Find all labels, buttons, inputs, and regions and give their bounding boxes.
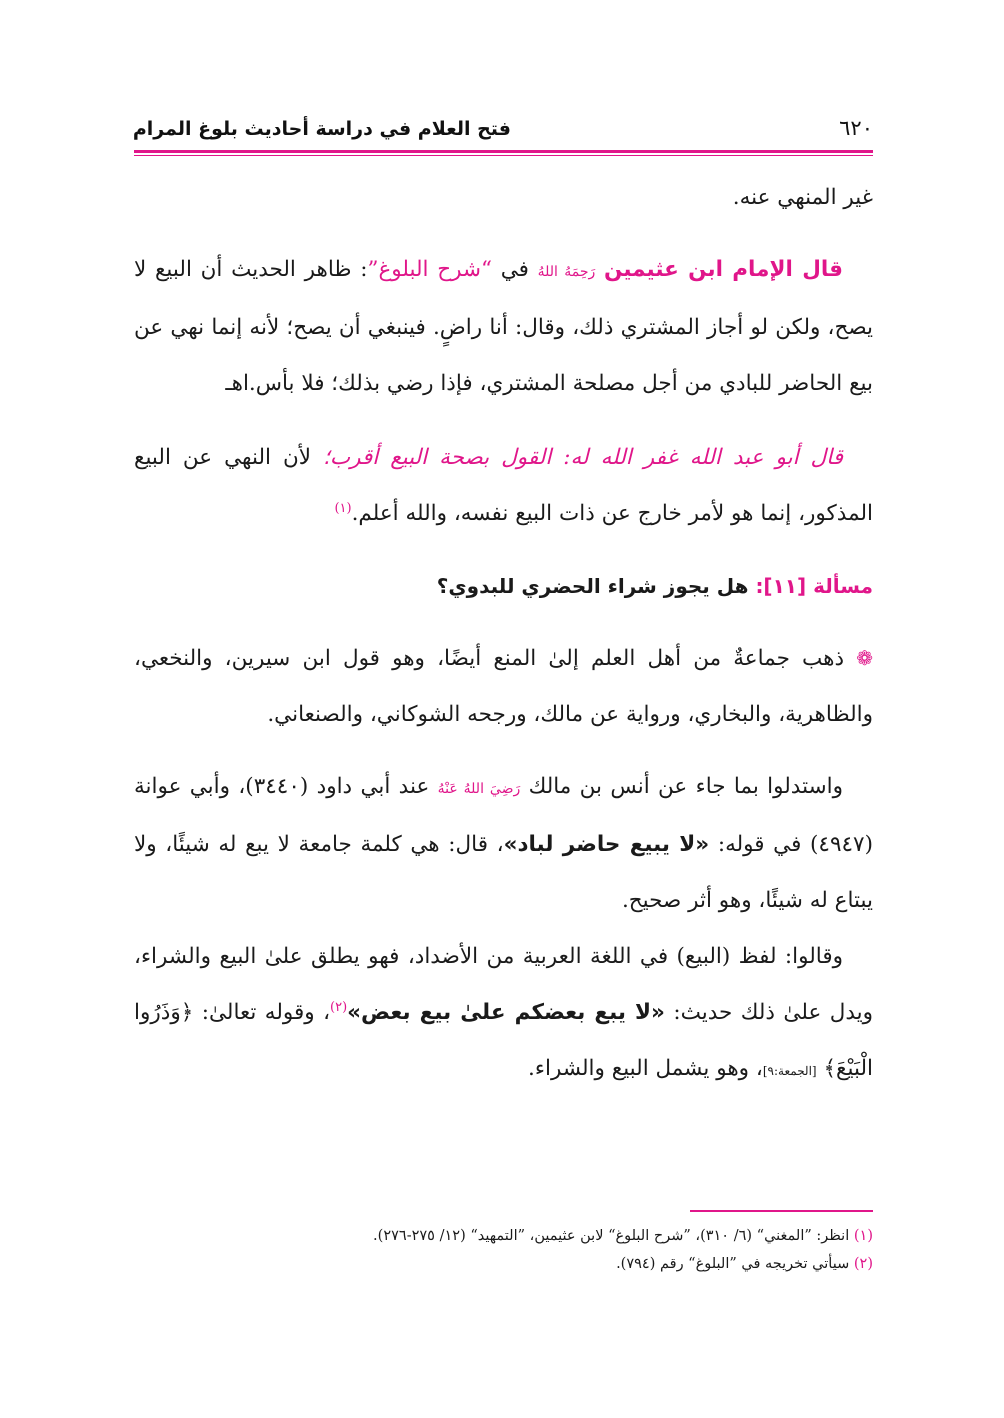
footnote-number-1: (١) [853, 1228, 873, 1244]
page-number: ٦٢٠ [839, 116, 873, 140]
footnote-ref-1[interactable]: (١) [334, 500, 352, 516]
lexical-text-1: وقالوا: لفظ (البيع) في اللغة العربية من الأضداد، فهو يطلق علىٰ البيع والشراء، ويدل علىٰ ذلك حديث: [134, 944, 873, 1025]
evidence-text-1: واستدلوا بما جاء عن أنس بن مالك [528, 774, 843, 799]
issue-heading [134, 558, 873, 614]
flower-icon: ❁ [856, 646, 873, 670]
footnote-2 [134, 1250, 873, 1278]
paragraph-uthaymeen [134, 242, 873, 412]
source-title: “شرح البلوغ” [367, 257, 492, 282]
footnote-ref-2[interactable]: (٢) [330, 999, 348, 1015]
footnotes [134, 1222, 873, 1278]
lexical-text-2: ، وقوله تعالىٰ: [201, 1000, 331, 1025]
lexical-text-3: ، وهو يشمل البيع والشراء. [528, 1056, 763, 1081]
honorific-glyph-2: رَضِيَ اللهُ عَنْهُ [437, 781, 521, 797]
footnote-text-2: سيأتي تخريجه في ”البلوغ“ رقم (٧٩٤). [616, 1256, 850, 1272]
book-title: فتح العلام في دراسة أحاديث بلوغ المرام [132, 118, 511, 140]
scholars-text: ذهب جماعةٌ من أهل العلم إلىٰ المنع أيضًا، وهو قول ابن سيرين، والنخعي، والظاهرية، والبخاري، ورواية عن مالك، ورجحه الشوكاني، والصنعاني. [134, 646, 873, 727]
main-text [134, 170, 873, 1099]
footnote-separator [690, 1210, 873, 1212]
paragraph-author-opinion [134, 430, 873, 542]
continuation-text: غير المنهي عنه. [732, 185, 873, 210]
paragraph-lexical [134, 929, 873, 1099]
preposition: في [500, 257, 529, 282]
header-rule-thick [134, 150, 873, 153]
author-opinion: قال أبو عبد الله غفر الله له: القول بصحة البيع أقرب؛ [323, 445, 843, 470]
issue-label: مسألة [١١]: [755, 574, 873, 598]
hadith-text-2: «لا يبع بعضكم علىٰ بيع بعض» [347, 1000, 665, 1025]
footnote-1 [134, 1222, 873, 1250]
quote-body: : ظاهر الحديث أن البيع لا يصح، ولكن لو أجاز المشتري ذلك، وقال: أنا راضٍ. فينبغي أن يصح؛ لأنه إنما نهي عن بيع الحاضر للبادي من أجل مصلحة المشتري، فإذا رضي بذلك؛ فلا بأس.اهـ [134, 257, 873, 396]
paragraph-scholars [134, 630, 873, 743]
evidence-text-3: ، قال: هي كلمة جامعة لا يبع له شيئًا، ولا يبتاع له شيئًا، وهو أثر صحيح. [134, 832, 873, 913]
evidence-text-2: عند أبي داود (٣٤٤٠)، وأبي عوانة (٤٩٤٧) في قوله: [134, 774, 873, 857]
speaker-name: قال الإمام ابن عثيمين [604, 257, 843, 282]
honorific-glyph: رَحِمَهُ اللهُ [537, 264, 596, 280]
footnote-text-1: انظر: ”المغني“ (٦/ ٣١٠)، ”شرح البلوغ“ لابن عثيمين، ”التمهيد“ (١٢/ ٢٧٥-٢٧٦). [373, 1228, 850, 1244]
hadith-text: «لا يبيع حاضر لباد» [503, 832, 710, 857]
opinion-reason: لأن النهي عن البيع المذكور، إنما هو لأمر خارج عن ذات البيع نفسه، والله أعلم. [134, 445, 873, 526]
paragraph-evidence [134, 759, 873, 929]
quran-verse: ﴿وَذَرُوا الْبَيْعَ﴾ [134, 1000, 873, 1081]
header-rule-thin [134, 155, 873, 156]
paragraph-continuation [134, 170, 873, 226]
verse-reference: [الجمعة:٩] [762, 1064, 817, 1078]
footnote-number-2: (٢) [853, 1256, 873, 1272]
issue-question: هل يجوز شراء الحضري للبدوي؟ [436, 574, 749, 598]
